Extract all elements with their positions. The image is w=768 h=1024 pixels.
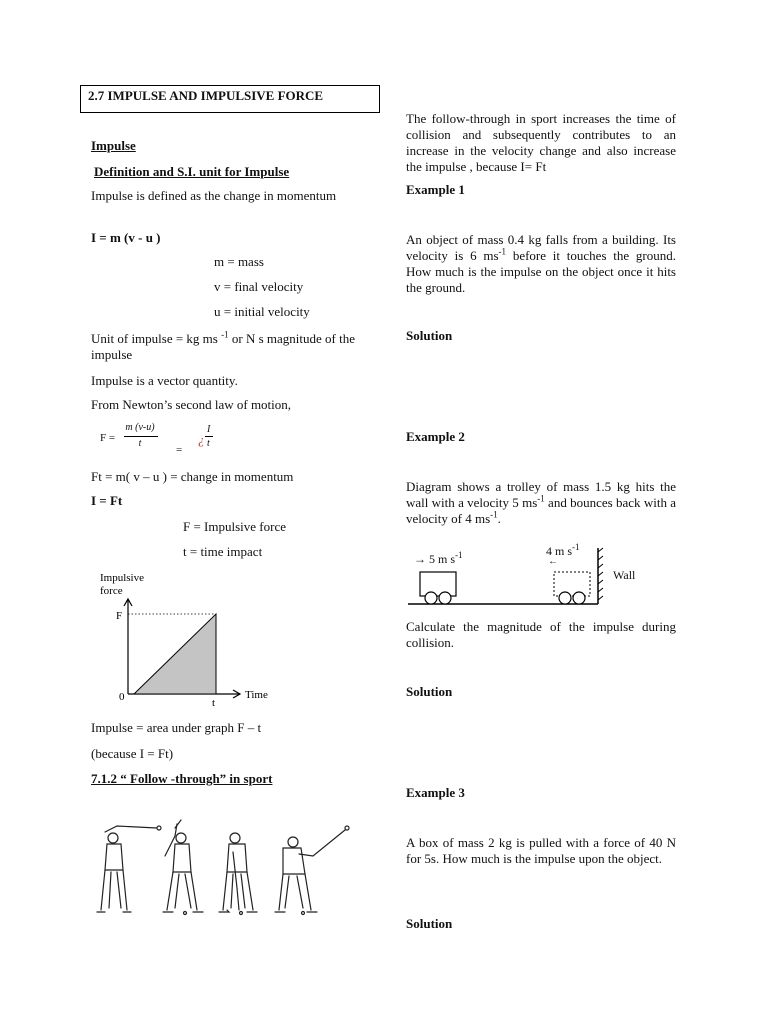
t-definition: t = time impact bbox=[183, 544, 263, 559]
example-2-text: Diagram shows a trolley of mass 1.5 kg hits the wall with a velocity 5 $ms^{-1}$ and bounces back with a velocity of 4 $ms^{-1}$. bbox=[406, 479, 677, 526]
graph-f-tick: F bbox=[116, 610, 123, 622]
golfer-illustration bbox=[95, 818, 355, 918]
newton-formula: F = m (v-u) t = ¿ I t bbox=[100, 422, 230, 458]
newton-text: From Newton’s second law of motion, bbox=[91, 397, 292, 412]
trolley-after bbox=[554, 572, 590, 596]
graph-area bbox=[134, 614, 216, 694]
example-1-solution: Solution bbox=[406, 328, 453, 343]
trolley-before-wheel-1 bbox=[425, 592, 437, 604]
trolley-velocity-in: → 5 m $s^{-1}$ bbox=[414, 550, 463, 566]
trolley-before-wheel-2 bbox=[439, 592, 451, 604]
definition-heading: Definition and S.I. unit for Impulse bbox=[94, 164, 290, 179]
unit-text: Unit of impulse = kg ms $^{-1}$ or N s magnitude of the impulse bbox=[91, 329, 355, 362]
graph-t-tick: t bbox=[212, 697, 216, 709]
example-1-heading: Example 1 bbox=[406, 182, 465, 197]
follow-through-text: The follow-through in sport increases the time of collision and subsequently contributes to an increase in the velocity change and also increase the impulse , because I= Ft bbox=[406, 111, 676, 174]
trolley-diagram bbox=[406, 540, 646, 610]
example-2-heading: Example 2 bbox=[406, 429, 465, 444]
because-text: (because I = Ft) bbox=[91, 746, 174, 761]
var-m: m = mass bbox=[214, 254, 264, 269]
example-3-solution: Solution bbox=[406, 916, 453, 931]
vector-text: Impulse is a vector quantity. bbox=[91, 373, 238, 388]
graph-y-label-1: Impulsive bbox=[100, 572, 144, 584]
page-title: 2.7 IMPULSE AND IMPULSIVE FORCE bbox=[88, 88, 324, 103]
example-3-heading: Example 3 bbox=[406, 785, 465, 800]
f-definition: F = Impulsive force bbox=[183, 519, 287, 534]
var-v: v = final velocity bbox=[214, 279, 304, 294]
example-2-question: Calculate the magnitude of the impulse during collision. bbox=[406, 619, 676, 650]
follow-heading: 7.1.2 “ Follow -through” in sport bbox=[91, 771, 273, 786]
example-1-text: An object of mass 0.4 kg falls from a building. Its velocity is 6 $ms^{-1}$ before it touches the ground. How much is the impulse on the object once it hits the ground. bbox=[406, 232, 677, 295]
golfer-figure-3 bbox=[219, 833, 257, 915]
golfer-figure-4 bbox=[275, 826, 349, 915]
wall-label: Wall bbox=[613, 568, 636, 582]
force-time-graph bbox=[90, 566, 290, 712]
definition-text: Impulse is defined as the change in momentum bbox=[91, 188, 337, 203]
ft-text: Ft = m( v – u ) = change in momentum bbox=[91, 469, 294, 484]
example-2-solution: Solution bbox=[406, 684, 453, 699]
golfer-figure-2 bbox=[163, 820, 203, 915]
i-ft: I = Ft bbox=[91, 493, 123, 508]
var-u: u = initial velocity bbox=[214, 304, 310, 319]
example-3-text: A box of mass 2 kg is pulled with a force of 40 N for 5s. How much is the impulse upon the object. bbox=[406, 835, 676, 866]
left-arrow: ← bbox=[548, 556, 558, 567]
golfer-figure-1 bbox=[97, 826, 161, 912]
area-text: Impulse = area under graph F – t bbox=[91, 720, 262, 735]
trolley-velocity-out: 4 m $s^{-1}$ bbox=[546, 542, 580, 558]
trolley-after-wheel-2 bbox=[573, 592, 585, 604]
trolley-before bbox=[420, 572, 456, 596]
graph-y-label-2: force bbox=[100, 585, 123, 597]
formula-main: I = m (v - u ) bbox=[91, 230, 161, 245]
trolley-after-wheel-1 bbox=[559, 592, 571, 604]
trolley-drawing bbox=[406, 540, 646, 610]
impulse-heading: Impulse bbox=[91, 138, 136, 153]
graph-x-label: Time bbox=[245, 689, 268, 701]
graph-origin: 0 bbox=[119, 691, 125, 703]
